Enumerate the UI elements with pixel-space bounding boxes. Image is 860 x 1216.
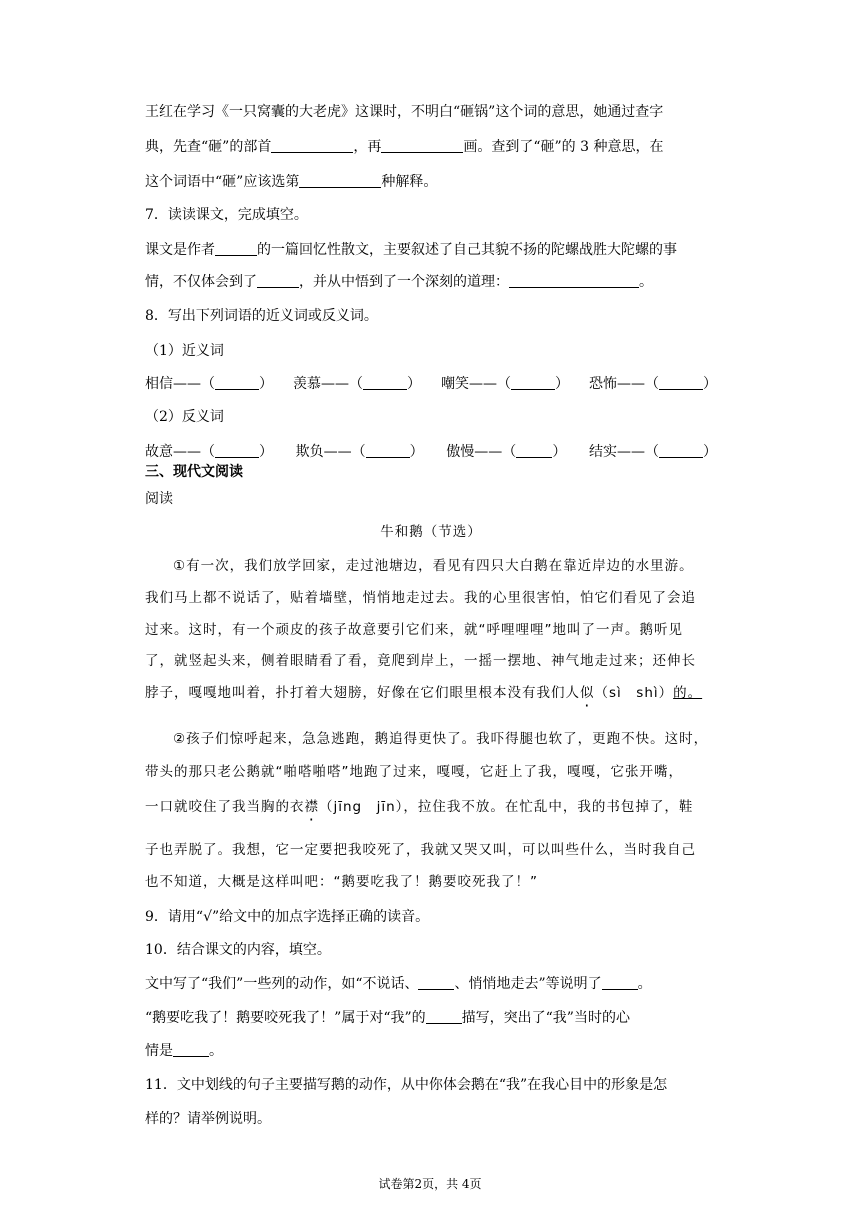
q10-text: “鹅要吃我了！鹅要咬死我了！”属于对“我”的 xyxy=(145,1010,426,1026)
blank-author[interactable] xyxy=(215,239,257,256)
passage-text: 一口就咬住了我当胸的衣 xyxy=(145,799,305,815)
q6-text: ，再 xyxy=(353,139,382,155)
dotted-char: 襟 xyxy=(304,799,319,815)
blank-description[interactable] xyxy=(426,1007,462,1024)
word: 恐怖——（ xyxy=(589,376,659,392)
q7-title: 7．读读课文，完成填空。 xyxy=(145,207,308,223)
q7-text: 的一篇回忆性散文，主要叙述了自己其貌不扬的陀螺战胜大陀螺的事 xyxy=(257,242,677,258)
passage-line: 了，就竖起头来，侧着眼睛看了看，竟爬到岸上，一摇一摆地、神气地走过来；还伸长 xyxy=(145,653,696,669)
paren-close: ） xyxy=(703,376,717,392)
q8-sub-synonym: （1）近义词 xyxy=(145,343,224,359)
passage-line-underlined xyxy=(145,681,702,705)
blank-feeling[interactable] xyxy=(257,271,299,288)
paren-close: ） xyxy=(407,376,421,392)
word: 羡慕——（ xyxy=(293,376,363,392)
blank-action[interactable] xyxy=(418,973,454,990)
q10-text: 。 xyxy=(637,976,652,992)
word: 傲慢——（ xyxy=(446,444,517,460)
q11-line-1: 11．文中划线的句子主要描写鹅的动作，从中你体会鹅在“我”在我心目中的形象是怎 xyxy=(145,1077,668,1093)
q10-text: 。 xyxy=(209,1043,223,1059)
passage-text: 脖子，嘎嘎地叫着，扑打着大翅膀，好像在它们眼里根本没有我们人 xyxy=(145,685,580,701)
q10-title: 10．结合课文的内容，填空。 xyxy=(145,942,331,958)
blank-synonym[interactable] xyxy=(659,373,703,390)
q10-text: 描写，突出了“我”当时的心 xyxy=(461,1010,630,1026)
blank-antonym[interactable] xyxy=(659,441,703,458)
blank-synonym[interactable] xyxy=(215,373,259,390)
q6-text: 典，先查“砸”的部首 xyxy=(145,139,272,155)
passage-line: 子也弄脱了。我想，它一定要把我咬死了，我就又哭又叫，可以叫些什么，当时我自己 xyxy=(145,842,696,858)
q6-text: 种解释。 xyxy=(381,174,438,190)
q10-line-1 xyxy=(145,972,652,996)
word: 嘲笑——（ xyxy=(441,376,511,392)
word: 结实——（ xyxy=(588,444,659,460)
passage-line: 带头的那只老公鹅就“啪嗒啪嗒”地跑了过来，嘎嘎，它赶上了我，嘎嘎，它张开嘴， xyxy=(145,764,683,780)
q6-text: 这个词语中“砸”应该选第 xyxy=(145,174,300,190)
antonym-item xyxy=(296,440,424,464)
passage-line xyxy=(145,795,693,819)
blank-radical[interactable] xyxy=(271,136,353,153)
word: 故意——（ xyxy=(145,444,215,460)
pinyin-choice[interactable]: （jīng jīn），拉住我不放。在忙乱中，我的书包掉了，鞋 xyxy=(319,799,694,815)
paren-close: ） xyxy=(702,444,717,460)
blank-explain[interactable] xyxy=(602,973,638,990)
paren-close: ） xyxy=(259,444,273,460)
q6-text: 画。查到了“砸”的 3 种意思，在 xyxy=(463,139,664,155)
q7-line-2 xyxy=(145,270,653,294)
q10-line-3 xyxy=(145,1039,223,1063)
q7-text: ，并从中悟到了一个深刻的道理： xyxy=(299,274,509,290)
antonym-item xyxy=(446,440,566,464)
synonym-item xyxy=(145,372,273,396)
passage-line: 我们马上都不说话了，贴着墙壁，悄悄地走过去。我的心里很害怕，怕它们看见了会追 xyxy=(145,590,696,606)
blank-antonym[interactable] xyxy=(215,441,259,458)
blank-principle[interactable] xyxy=(509,271,639,288)
dotted-char: 似 xyxy=(580,685,595,701)
q6-line-2 xyxy=(145,135,663,159)
q10-line-2 xyxy=(145,1006,630,1030)
synonym-item xyxy=(441,372,569,396)
q8-sub-antonym: （2）反义词 xyxy=(145,409,224,425)
blank-strokes[interactable] xyxy=(381,136,463,153)
q7-text: 。 xyxy=(639,274,653,290)
paren-close: ） xyxy=(409,444,424,460)
passage-line: ①有一次，我们放学回家，走过池塘边，看见有四只大白鹅在靠近岸边的水里游。 xyxy=(173,558,694,574)
passage-line: ②孩子们惊呼起来，急急逃跑，鹅追得更快了。我吓得腿也软了，更跑不快。这时， xyxy=(173,731,709,747)
page-footer: 试卷第2页，共 4页 xyxy=(378,1177,482,1191)
antonym-item xyxy=(589,440,717,464)
passage-title: 牛和鹅（节选） xyxy=(380,524,482,540)
word: 相信——（ xyxy=(145,376,215,392)
passage-line: 过来。这时，有一个顽皮的孩子故意要引它们来，就“呼哩哩哩”地叫了一声。鹅听见 xyxy=(145,622,683,638)
pinyin-choice[interactable]: （sì shì） xyxy=(594,685,674,701)
blank-synonym[interactable] xyxy=(511,373,555,390)
synonym-row xyxy=(145,372,717,396)
blank-synonym[interactable] xyxy=(363,373,407,390)
q7-text: 课文是作者 xyxy=(145,242,215,258)
paren-close: ） xyxy=(552,444,567,460)
synonym-item xyxy=(293,372,421,396)
word: 欺负——（ xyxy=(295,444,366,460)
q6-line-3 xyxy=(145,170,437,194)
passage-line: 也不知道，大概是这样叫吧：“鹅要吃我了！鹅要咬死我了！” xyxy=(145,874,538,890)
read-label: 阅读 xyxy=(145,491,173,507)
synonym-item xyxy=(589,372,717,396)
q10-text: 情是 xyxy=(145,1043,173,1059)
q7-line-1 xyxy=(145,238,677,262)
paren-close: ） xyxy=(555,376,569,392)
q10-text: 文中写了“我们”一些列的动作，如“不说话、 xyxy=(145,976,419,992)
q6-line-1: 王红在学习《一只窝囊的大老虎》这课时，不明白“砸锅”这个词的意思，她通过查字 xyxy=(145,104,664,120)
q7-text: 情，不仅体会到了 xyxy=(145,274,257,290)
q9-title: 9．请用“√”给文中的加点字选择正确的读音。 xyxy=(145,909,430,925)
section-heading: 三、现代文阅读 xyxy=(145,464,243,480)
blank-meaning[interactable] xyxy=(299,171,381,188)
q11-line-2: 样的？请举例说明。 xyxy=(145,1111,271,1127)
blank-antonym[interactable] xyxy=(366,441,410,458)
blank-mood[interactable] xyxy=(173,1040,209,1057)
passage-text: 的。 xyxy=(673,685,703,701)
q10-text: 、悄悄地走去”等说明了 xyxy=(454,976,602,992)
paren-close: ） xyxy=(259,376,273,392)
blank-antonym[interactable] xyxy=(516,441,552,458)
q8-title: 8．写出下列词语的近义词或反义词。 xyxy=(145,308,378,324)
